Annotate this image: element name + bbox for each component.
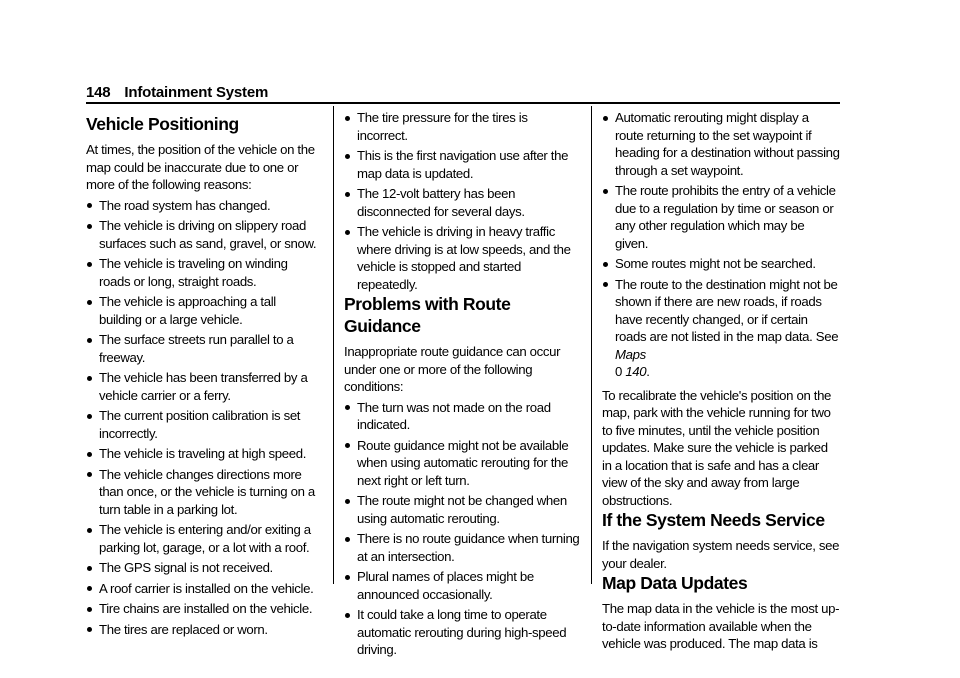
cross-reference-link[interactable]: Maps: [615, 346, 646, 362]
list-item: The tires are replaced or worn.: [86, 621, 321, 639]
reasons-list-continued: [344, 109, 580, 293]
section-title: Infotainment System: [124, 84, 269, 101]
recalibrate-paragraph: To recalibrate the vehicle's position on the map, park with the vehicle running for two to five minutes, until the vehicle position updates. Make sure the vehicle is parked in a location that is safe and has a clear view of the sky and away from large obstructions.: [602, 387, 832, 508]
heading-system-service: If the System Needs Service: [602, 510, 825, 530]
list-item: Route guidance might not be available when using automatic rerouting for the next right or left turn.: [344, 437, 580, 490]
column-divider: [591, 106, 592, 584]
list-item: The route might not be changed when using automatic rerouting.: [344, 492, 580, 527]
service-paragraph: If the navigation system needs service, see your dealer.: [602, 538, 840, 571]
list-item: Some routes might not be searched.: [602, 255, 840, 273]
page-reference-number[interactable]: 140: [625, 364, 647, 379]
column-3: [602, 106, 840, 653]
list-item: The vehicle is driving on slippery road surfaces such as sand, gravel, or snow.: [86, 217, 321, 252]
column-2: [344, 106, 580, 659]
list-item: The surface streets run parallel to a freeway.: [86, 331, 321, 366]
heading-map-data-updates: Map Data Updates: [602, 573, 748, 593]
intro-paragraph: At times, the position of the vehicle on the map could be inaccurate due to one or more of the following reasons:: [86, 142, 315, 192]
list-item: The road system has changed.: [86, 197, 321, 215]
list-item: [602, 276, 840, 381]
list-item: The 12-volt battery has been disconnected for several days.: [344, 185, 580, 220]
list-item: A roof carrier is installed on the vehicle.: [86, 580, 321, 598]
page-reference-arrow-icon: 0: [615, 364, 622, 379]
list-item: Automatic rerouting might display a route returning to the set waypoint if heading for a destination without passing through a set waypoint.: [602, 109, 840, 179]
list-item: This is the first navigation use after the map data is updated.: [344, 147, 580, 182]
reasons-list: [86, 197, 321, 639]
list-item-text: The route to the destination might not be shown if there are new roads, if roads have recently changed, or if certain roads are not listed in the map data. See: [615, 276, 839, 344]
list-item: The route prohibits the entry of a vehicle due to a regulation by time or season or any other regulation which may be given.: [602, 182, 840, 252]
heading-vehicle-positioning: Vehicle Positioning: [86, 114, 239, 134]
list-item: There is no route guidance when turning at an intersection.: [344, 530, 580, 565]
column-1: [86, 106, 321, 638]
list-item: The vehicle is entering and/or exiting a parking lot, garage, or a lot with a roof.: [86, 521, 321, 556]
list-item: Plural names of places might be announced occasionally.: [344, 568, 580, 603]
list-item: The GPS signal is not received.: [86, 559, 321, 577]
column-divider: [333, 106, 334, 584]
updates-paragraph: The map data in the vehicle is the most up-to-date information available when the vehicle was produced. The map data is: [602, 601, 840, 651]
list-item: The turn was not made on the road indicated.: [344, 399, 580, 434]
running-header: [86, 84, 268, 101]
list-item: It could take a long time to operate automatic rerouting during high-speed driving.: [344, 606, 580, 659]
list-item: The vehicle is traveling at high speed.: [86, 445, 321, 463]
sentence-end: .: [646, 364, 650, 379]
list-item: Tire chains are installed on the vehicle.: [86, 600, 321, 618]
conditions-list-continued: [602, 109, 840, 381]
page-number: 148: [86, 84, 111, 101]
conditions-list: [344, 399, 580, 659]
header-rule: [86, 102, 840, 104]
heading-route-guidance-problems: Problems with Route Guidance: [344, 294, 511, 336]
list-item: The vehicle is driving in heavy traffic where driving is at low speeds, and the vehicle is stopped and started repeatedly.: [344, 223, 580, 293]
conditions-intro: Inappropriate route guidance can occur under one or more of the following conditions:: [344, 344, 561, 394]
list-item: The tire pressure for the tires is incorrect.: [344, 109, 580, 144]
list-item: The vehicle is approaching a tall building or a large vehicle.: [86, 293, 321, 328]
list-item: The current position calibration is set incorrectly.: [86, 407, 321, 442]
list-item: The vehicle has been transferred by a vehicle carrier or a ferry.: [86, 369, 321, 404]
list-item: The vehicle changes directions more than once, or the vehicle is turning on a turn table in a parking lot.: [86, 466, 321, 519]
list-item: The vehicle is traveling on winding roads or long, straight roads.: [86, 255, 321, 290]
